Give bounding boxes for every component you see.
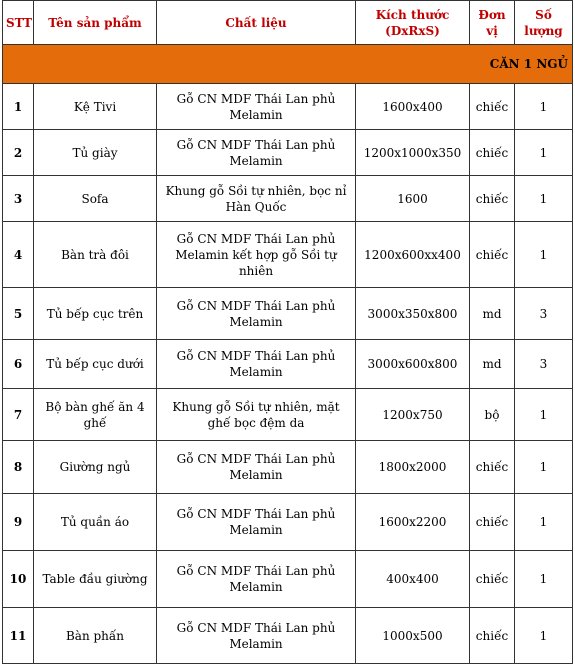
row-material: Gỗ CN MDF Thái Lan phủ Melamin: [157, 84, 356, 130]
row-unit: chiếc: [470, 84, 515, 130]
row-unit: chiếc: [470, 441, 515, 494]
row-material: Gỗ CN MDF Thái Lan phủ Melamin: [157, 288, 356, 340]
row-dimensions: 1000x500: [356, 608, 470, 664]
row-unit: md: [470, 340, 515, 389]
table-row: [3, 130, 573, 176]
row-product-name: Tủ giày: [34, 130, 157, 176]
header-unit: Đơn vị: [470, 1, 515, 45]
section-row: [3, 45, 573, 84]
row-stt: 7: [3, 389, 34, 441]
row-product-name: Giường ngủ: [34, 441, 157, 494]
table-row: [3, 176, 573, 222]
row-stt: 6: [3, 340, 34, 389]
table-row: [3, 84, 573, 130]
row-quantity: 1: [515, 608, 573, 664]
row-unit: bộ: [470, 389, 515, 441]
row-unit: chiếc: [470, 222, 515, 288]
header-row: [3, 1, 573, 45]
row-quantity: 3: [515, 340, 573, 389]
section-title: CĂN 1 NGỦ: [3, 45, 573, 84]
header-stt: STT: [3, 1, 34, 45]
row-material: Gỗ CN MDF Thái Lan phủ Melamin kết hợp gỗ Sồi tự nhiên: [157, 222, 356, 288]
row-unit: chiếc: [470, 130, 515, 176]
row-unit: chiếc: [470, 551, 515, 608]
row-stt: 11: [3, 608, 34, 664]
row-unit: chiếc: [470, 176, 515, 222]
row-quantity: 1: [515, 176, 573, 222]
product-table: [2, 0, 573, 664]
row-dimensions: 1200x600xx400: [356, 222, 470, 288]
row-product-name: Tủ bếp cục trên: [34, 288, 157, 340]
row-quantity: 1: [515, 551, 573, 608]
row-product-name: Bàn trà đôi: [34, 222, 157, 288]
row-dimensions: 3000x350x800: [356, 288, 470, 340]
row-material: Gỗ CN MDF Thái Lan phủ Melamin: [157, 494, 356, 551]
row-material: Khung gỗ Sồi tự nhiên, bọc nỉ Hàn Quốc: [157, 176, 356, 222]
row-unit: chiếc: [470, 608, 515, 664]
row-product-name: Bàn phấn: [34, 608, 157, 664]
row-quantity: 3: [515, 288, 573, 340]
table-row: [3, 551, 573, 608]
row-quantity: 1: [515, 389, 573, 441]
row-quantity: 1: [515, 222, 573, 288]
row-stt: 2: [3, 130, 34, 176]
row-unit: md: [470, 288, 515, 340]
row-stt: 8: [3, 441, 34, 494]
table-row: [3, 441, 573, 494]
row-dimensions: 1800x2000: [356, 441, 470, 494]
row-dimensions: 1600: [356, 176, 470, 222]
table-row: [3, 494, 573, 551]
row-product-name: Tủ quần áo: [34, 494, 157, 551]
header-quantity: Số lượng: [515, 1, 573, 45]
row-dimensions: 400x400: [356, 551, 470, 608]
row-stt: 4: [3, 222, 34, 288]
row-quantity: 1: [515, 441, 573, 494]
row-material: Gỗ CN MDF Thái Lan phủ Melamin: [157, 608, 356, 664]
row-quantity: 1: [515, 494, 573, 551]
row-material: Khung gỗ Sồi tự nhiên, mặt ghế bọc đệm da: [157, 389, 356, 441]
row-dimensions: 1200x750: [356, 389, 470, 441]
row-product-name: Kệ Tivi: [34, 84, 157, 130]
row-product-name: Tủ bếp cục dưới: [34, 340, 157, 389]
row-material: Gỗ CN MDF Thái Lan phủ Melamin: [157, 551, 356, 608]
row-product-name: Sofa: [34, 176, 157, 222]
row-material: Gỗ CN MDF Thái Lan phủ Melamin: [157, 441, 356, 494]
table-row: [3, 389, 573, 441]
header-dimensions: Kích thước (DxRxS): [356, 1, 470, 45]
header-product-name: Tên sản phẩm: [34, 1, 157, 45]
row-stt: 9: [3, 494, 34, 551]
row-dimensions: 1600x2200: [356, 494, 470, 551]
row-stt: 5: [3, 288, 34, 340]
row-dimensions: 1200x1000x350: [356, 130, 470, 176]
row-material: Gỗ CN MDF Thái Lan phủ Melamin: [157, 340, 356, 389]
row-quantity: 1: [515, 130, 573, 176]
row-product-name: Table đầu giường: [34, 551, 157, 608]
row-dimensions: 1600x400: [356, 84, 470, 130]
row-stt: 10: [3, 551, 34, 608]
row-product-name: Bộ bàn ghế ăn 4 ghế: [34, 389, 157, 441]
table-row: [3, 608, 573, 664]
table-row: [3, 222, 573, 288]
row-unit: chiếc: [470, 494, 515, 551]
header-material: Chất liệu: [157, 1, 356, 45]
row-dimensions: 3000x600x800: [356, 340, 470, 389]
row-material: Gỗ CN MDF Thái Lan phủ Melamin: [157, 130, 356, 176]
row-stt: 1: [3, 84, 34, 130]
row-stt: 3: [3, 176, 34, 222]
row-quantity: 1: [515, 84, 573, 130]
table-row: [3, 340, 573, 389]
table-row: [3, 288, 573, 340]
